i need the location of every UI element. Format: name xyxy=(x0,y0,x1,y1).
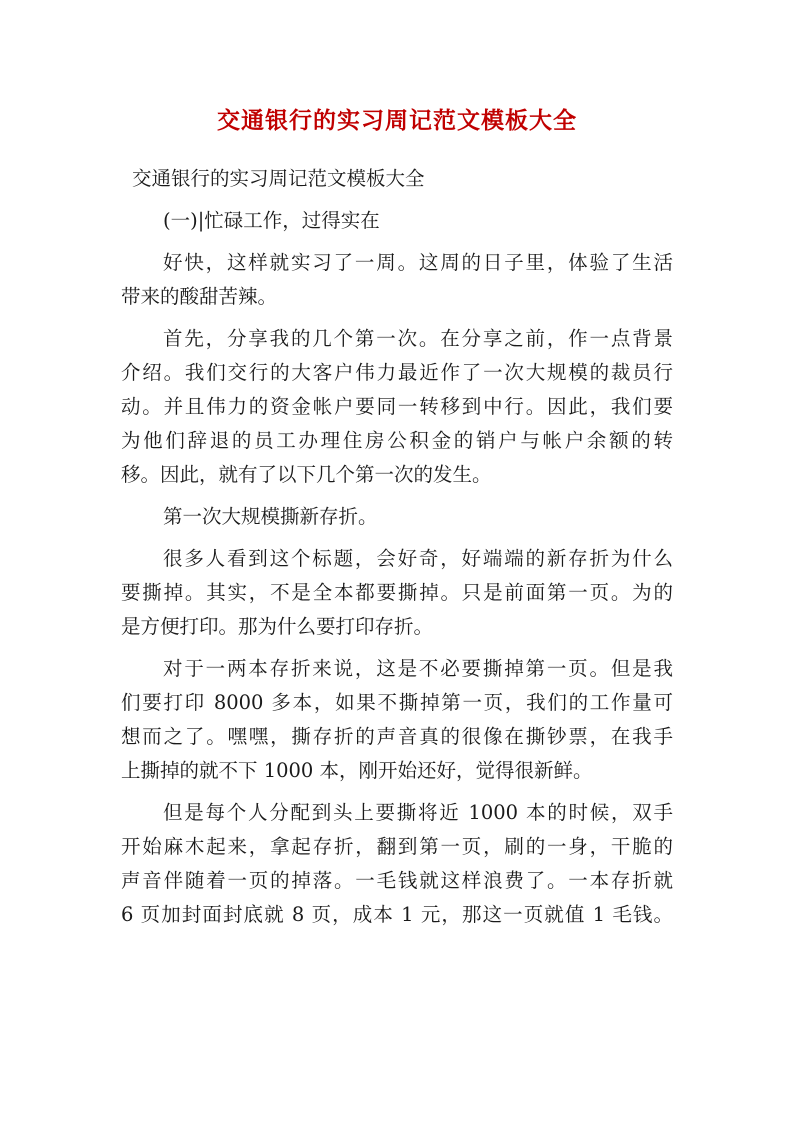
subtitle-line: 交通银行的实习周记范文模板大全 xyxy=(132,167,425,190)
paragraph-line: 6 页加封面封底就 8 页，成本 1 元，那这一页就值 1 毛钱。 xyxy=(121,903,673,926)
paragraph-line: 们要打印 8000 多本，如果不撕掉第一页，我们的工作量可 xyxy=(121,691,673,714)
paragraph-line: 上撕掉的就不下 1000 本，刚开始还好，觉得很新鲜。 xyxy=(121,759,593,782)
paragraph-line: 开始麻木起来，拿起存折，翻到第一页，刷的一身，干脆的 xyxy=(121,835,673,858)
paragraph-line: 为他们辞退的员工办理住房公积金的销户与帐户余额的转 xyxy=(121,429,673,452)
paragraph-line: 动。并且伟力的资金帐户要同一转移到中行。因此，我们要 xyxy=(121,395,673,418)
paragraph-line: 想而之了。嘿嘿，撕存折的声音真的很像在撕钞票，在我手 xyxy=(121,725,673,748)
section-heading: (一)|忙碌工作，过得实在 xyxy=(163,209,380,232)
paragraph-line: 好快，这样就实习了一周。这周的日子里，体验了生活 xyxy=(163,251,673,274)
paragraph-line: 对于一两本存折来说，这是不必要撕掉第一页。但是我 xyxy=(163,657,673,680)
paragraph-line: 介绍。我们交行的大客户伟力最近作了一次大规模的裁员行 xyxy=(121,361,673,384)
document-title: 交通银行的实习周记范文模板大全 xyxy=(217,107,577,134)
paragraph-line: 很多人看到这个标题，会好奇，好端端的新存折为什么 xyxy=(163,547,673,570)
paragraph-line: 移。因此，就有了以下几个第一次的发生。 xyxy=(121,463,492,486)
paragraph-line: 但是每个人分配到头上要撕将近 1000 本的时候，双手 xyxy=(163,801,673,824)
paragraph-line: 带来的酸甜苦辣。 xyxy=(121,285,278,308)
paragraph-line: 第一次大规模撕新存折。 xyxy=(163,505,378,528)
paragraph-line: 首先，分享我的几个第一次。在分享之前，作一点背景 xyxy=(163,327,673,350)
paragraph-line: 要撕掉。其实，不是全本都要撕掉。只是前面第一页。为的 xyxy=(121,581,673,604)
paragraph-line: 声音伴随着一页的掉落。一毛钱就这样浪费了。一本存折就 xyxy=(121,869,673,892)
paragraph-line: 是方便打印。那为什么要打印存折。 xyxy=(121,615,434,638)
document-body xyxy=(121,162,673,932)
